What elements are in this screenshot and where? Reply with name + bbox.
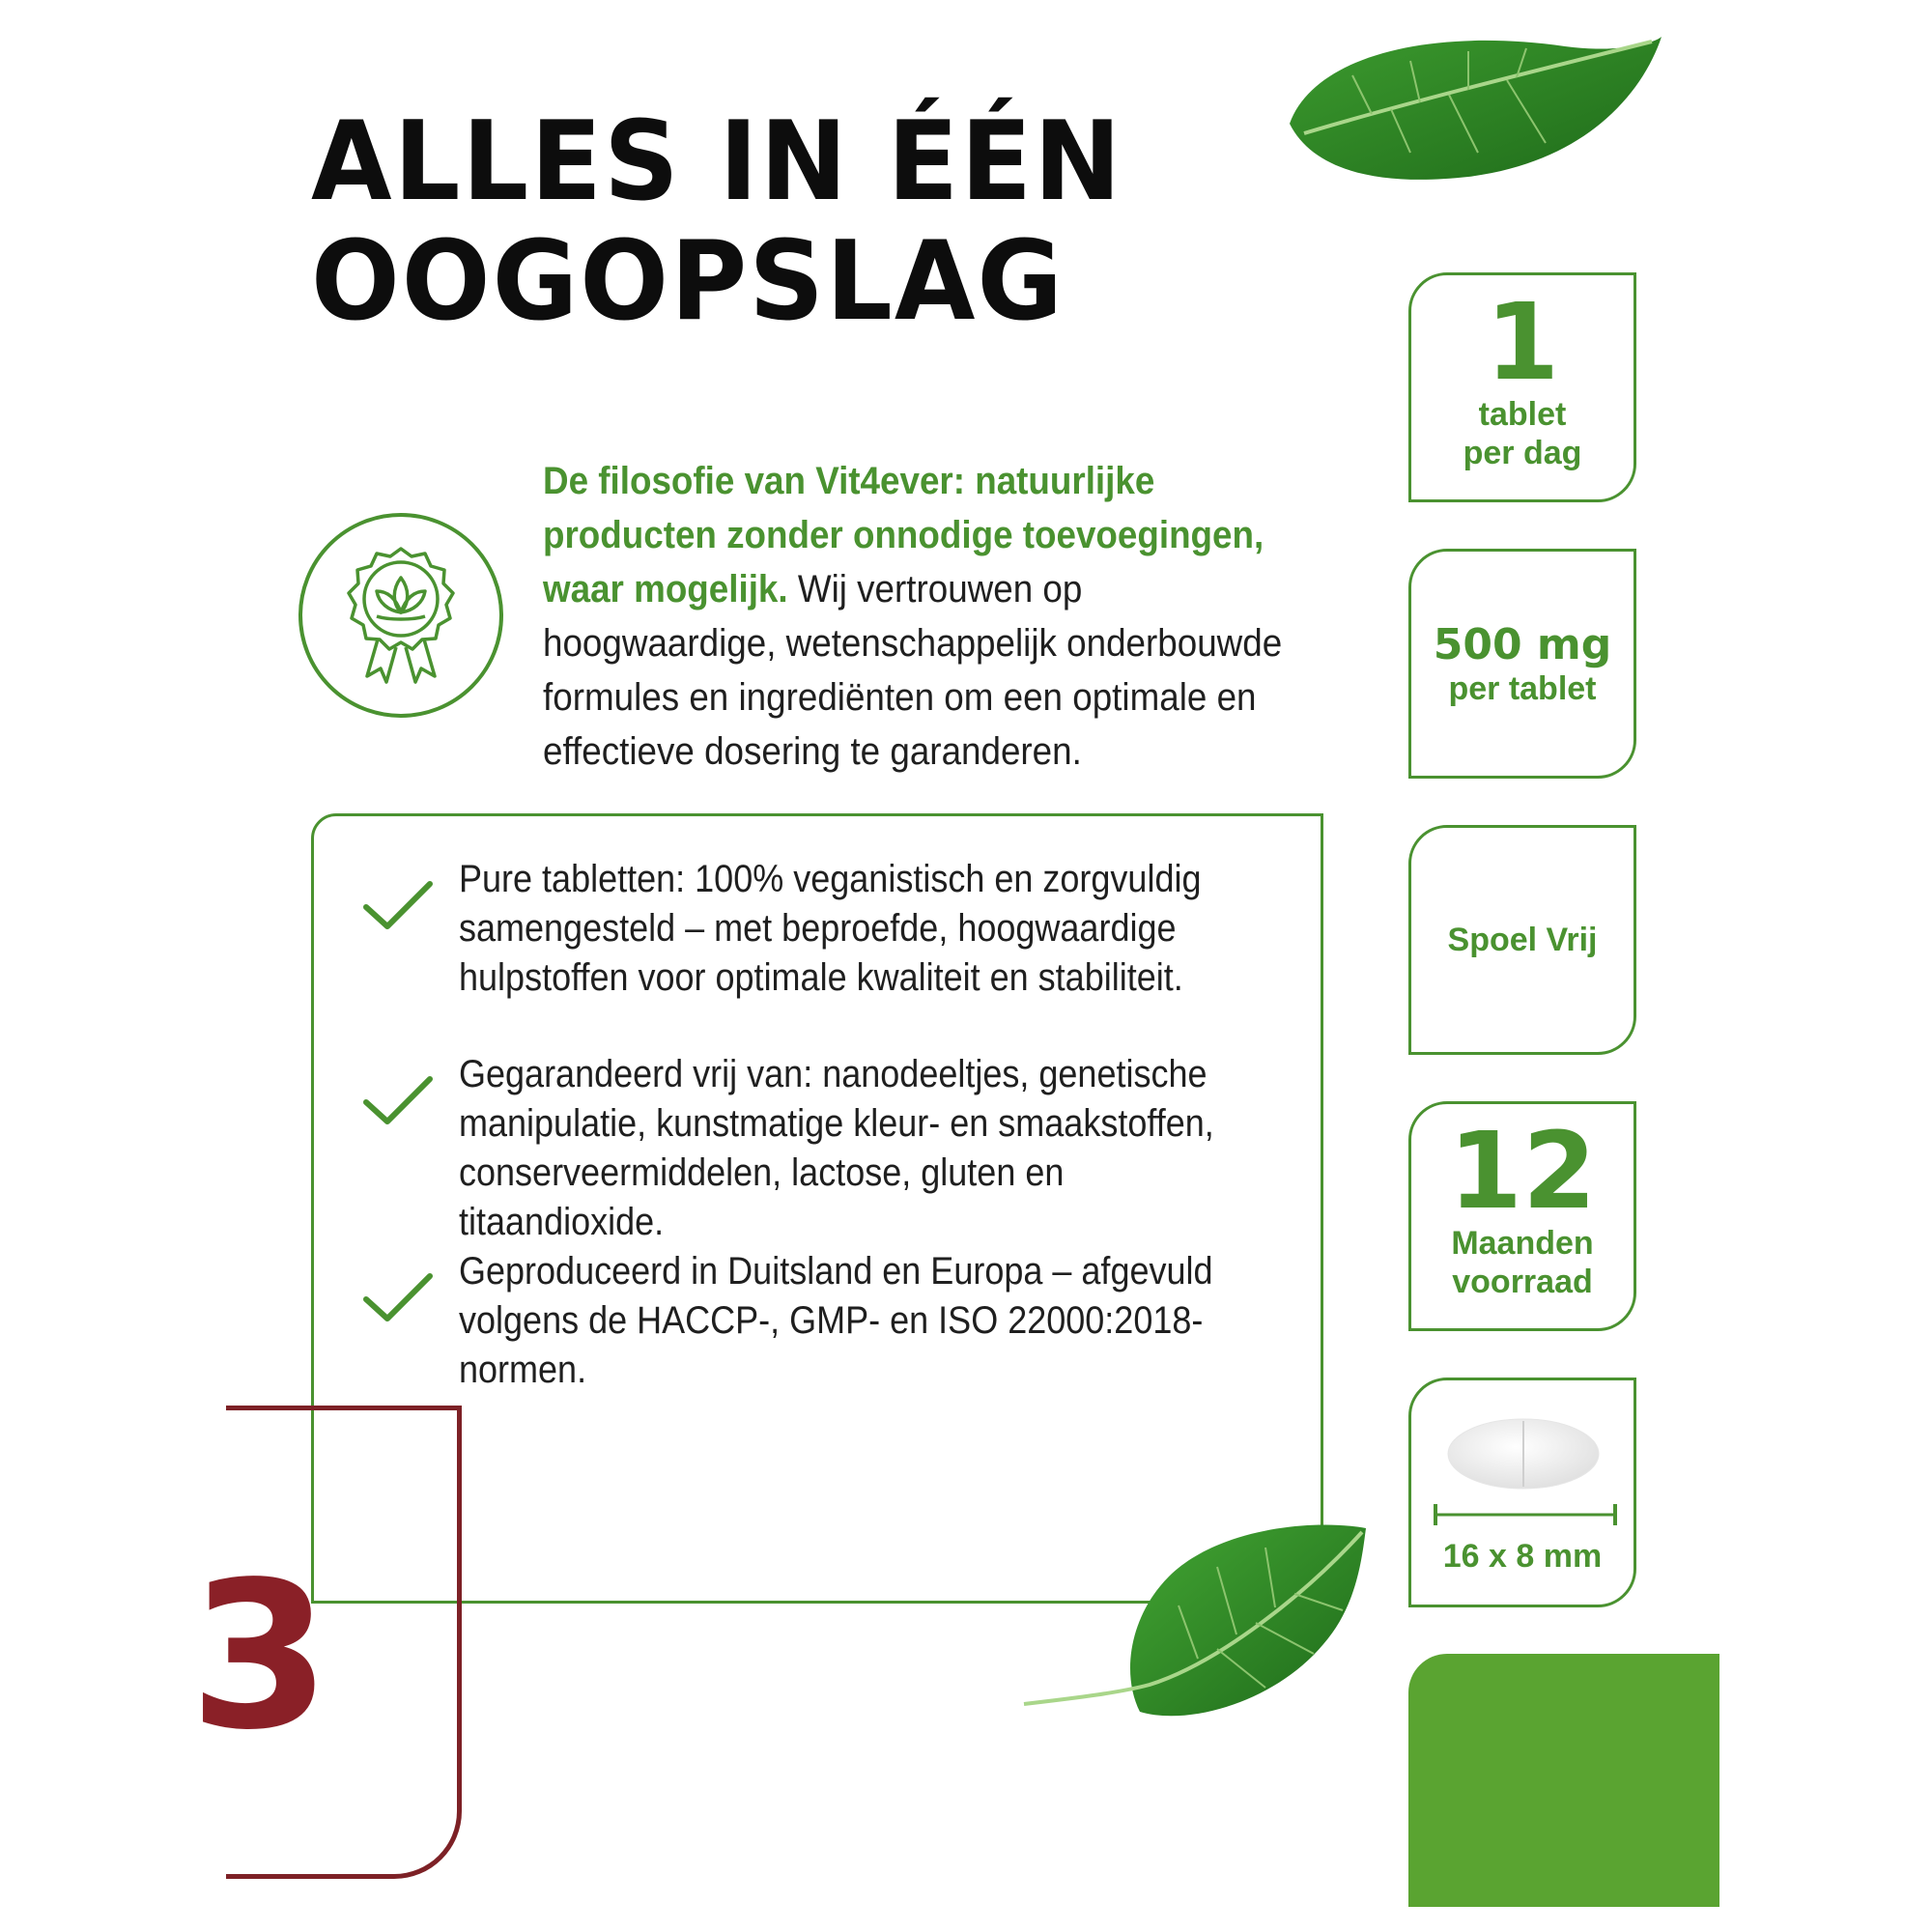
tablet-image xyxy=(1444,1415,1603,1492)
checkmark-icon xyxy=(362,1073,434,1127)
dose-line-1: tablet xyxy=(1478,396,1567,433)
rinse-label: Spoel Vrij xyxy=(1447,922,1598,958)
quality-seal-icon xyxy=(296,510,506,721)
philosophy-highlight: De filosofie van Vit4ever: natuurlijke producten zonder onnodige toevoegingen, waar mogelijk. xyxy=(543,460,1264,611)
feature-text: Geproduceerd in Duitsland en Europa – afgevuld volgens de HACCP-, GMP- en ISO 22000:2018-normen. xyxy=(459,1250,1213,1391)
supply-number: 12 xyxy=(1448,1109,1597,1233)
feature-text: Pure tabletten: 100% veganistisch en zorgvuldig samengesteld – met beproefde, hoogwaardige hulpstoffen voor optimale kwaliteit en stabiliteit. xyxy=(459,858,1202,999)
strength-value: 500 mg xyxy=(1433,620,1612,669)
badge-box xyxy=(189,1406,462,1879)
strength-label: per tablet xyxy=(1448,670,1597,707)
features-box xyxy=(311,813,1323,1604)
philosophy-text xyxy=(543,454,1325,779)
supply-line-1: Maanden xyxy=(1451,1225,1594,1262)
badge-number: 3 xyxy=(189,1538,331,1775)
philosophy-body: Wij vertrouwen op hoogwaardige, wetenschappelijk onderbouwde formules en ingrediënten om een optimale en effectieve dosering te garanderen. xyxy=(543,568,1283,773)
leaf-image-top xyxy=(1275,37,1671,182)
tile-tablet-size xyxy=(1408,1378,1636,1607)
dose-line-2: per dag xyxy=(1463,435,1582,471)
tile-strength xyxy=(1408,549,1636,779)
tile-daily-dose xyxy=(1408,272,1636,502)
supply-line-2: voorraad xyxy=(1452,1264,1593,1300)
page-title xyxy=(311,98,1123,346)
dose-number: 1 xyxy=(1485,280,1560,404)
leaf-image-bottom xyxy=(1024,1519,1372,1731)
tablet-size-label: 16 x 8 mm xyxy=(1442,1538,1603,1575)
tile-supply xyxy=(1408,1101,1636,1331)
tile-rinse-free xyxy=(1408,825,1636,1055)
checkmark-icon xyxy=(362,878,434,932)
feature-text: Gegarandeerd vrij van: nanodeeltjes, genetische manipulatie, kunstmatige kleur- en smaakstoffen, conserveermiddelen, lactose, gluten en titaandioxide. xyxy=(459,1053,1214,1243)
title-line-2: OOGOPSLAG xyxy=(311,217,1065,346)
dimension-line xyxy=(1433,1500,1618,1529)
title-line-1: ALLES IN ÉÉN xyxy=(311,98,1123,226)
green-accent-block xyxy=(1408,1654,1719,1907)
checkmark-icon xyxy=(362,1270,434,1324)
